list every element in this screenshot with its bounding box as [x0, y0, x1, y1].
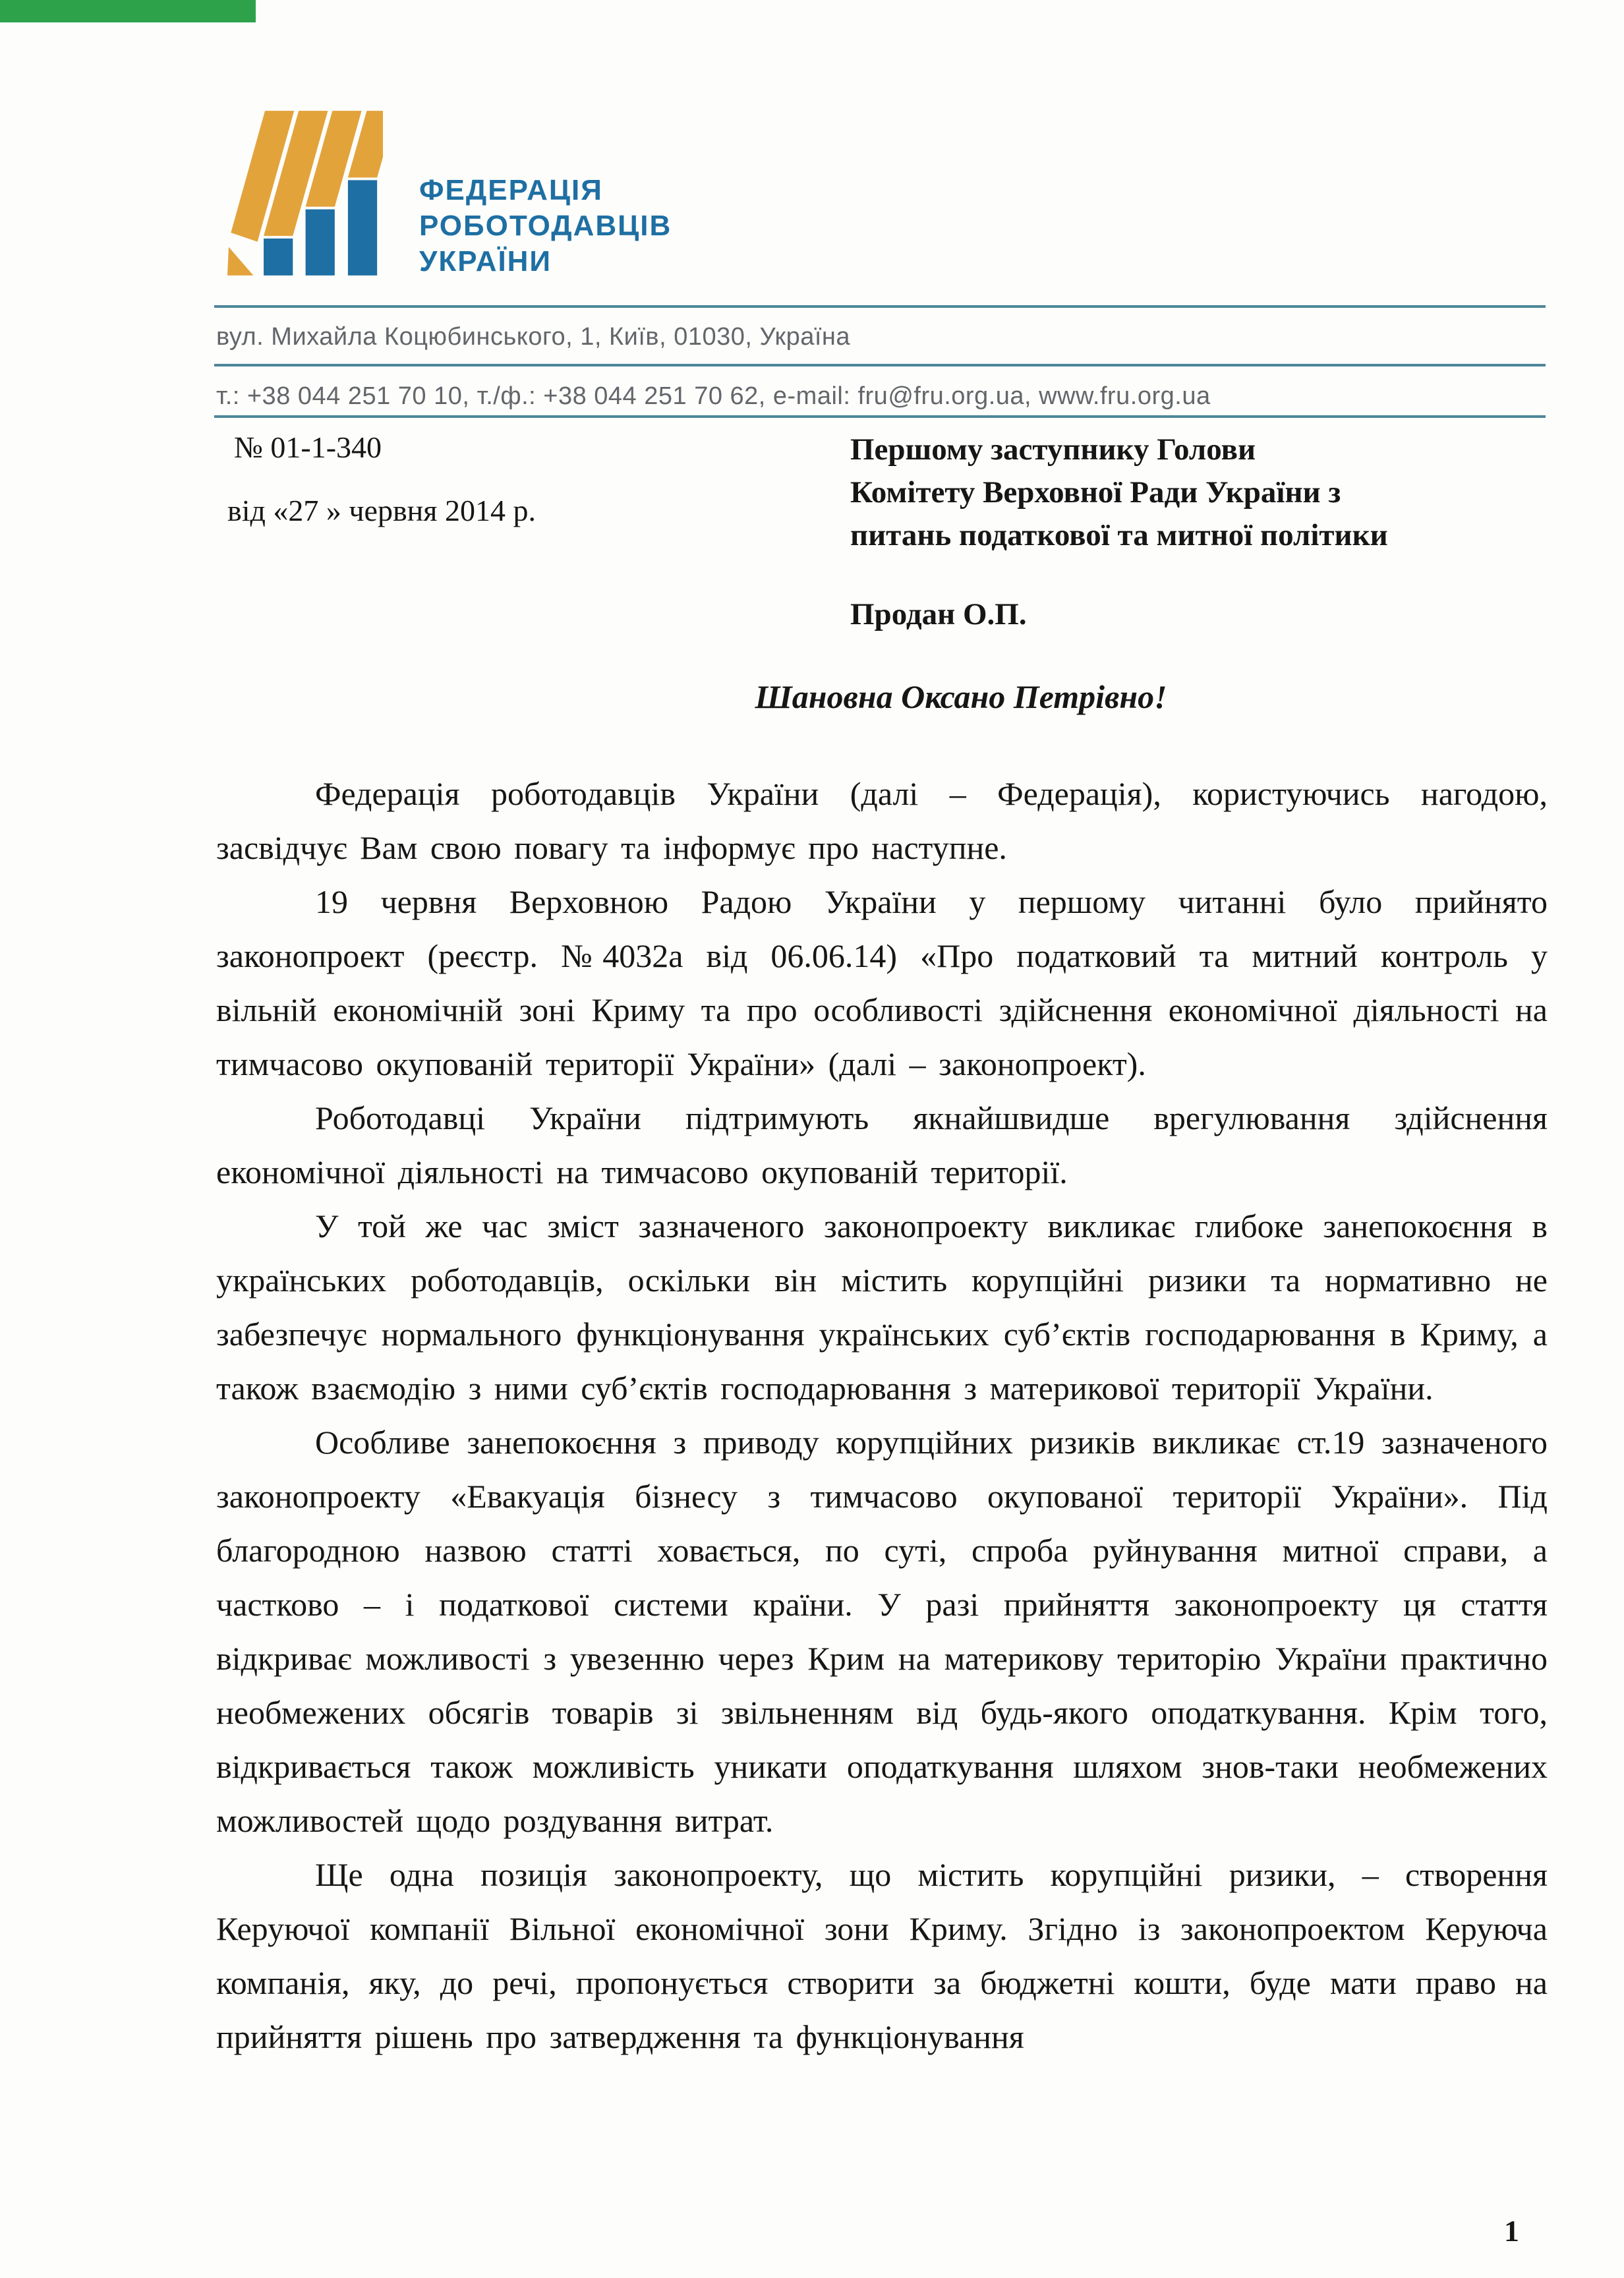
fru-logo-bar-growth-icon [227, 111, 383, 276]
paragraph-1: Федерація роботодавців України (далі – Федерація), користуючись нагодою, засвідчує Вам свою повагу та інформує про наступне. [216, 775, 1548, 866]
paragraph-5: Особливе занепокоєння з приводу корупційних ризиків викликає ст.19 зазначеного законопроекту «Евакуація бізнесу з тимчасово окупованої території України». Під благородною назвою статті ховається, по суті, спроба руйнування митної справи, а частково – і податкової системи країни. У разі прийняття законопроекту ця стаття відкриває можливості з увезенню через Крим на материкову територію України практично необмежених обсягів товарів зі звільненням від будь-якого оподаткування. Крім того, відкривається також можливість уникати оподаткування шляхом знов-таки необмежених можливостей щодо роздування витрат. [216, 1424, 1548, 1839]
salutation: Шановна Оксано Петрівно! [755, 678, 1167, 715]
org-name-line-1: ФЕДЕРАЦІЯ [419, 174, 603, 206]
org-name-line-2: РОБОТОДАВЦІВ [419, 210, 672, 242]
reference-date: від «27 » червня 2014 р. [227, 494, 536, 527]
addressee-line-3: питань податкової та митної політики [850, 518, 1388, 552]
header-divider-middle [214, 364, 1546, 366]
header-divider-top [214, 305, 1546, 308]
addressee-line-1: Першому заступнику Голови [850, 432, 1256, 467]
org-name-line-3: УКРАЇНИ [419, 245, 552, 277]
org-address: вул. Михайла Коцюбинського, 1, Київ, 01030, Україна [216, 323, 851, 351]
paragraph-6: Ще одна позиція законопроекту, що містить корупційні ризики, – створення Керуючої компанії Вільної економічної зони Криму. Згідно із законопроектом Керуюча компанія, яку, до речі, пропонується створити за бюджетні кошти, буде мати право на прийняття рішень про затвердження та функціонування [216, 1856, 1548, 2055]
reference-number: № 01-1-340 [234, 430, 382, 464]
org-name [419, 173, 672, 279]
addressee-name: Продан О.П. [850, 597, 1027, 631]
paragraph-3: Роботодавці України підтримують якнайшвидше врегулювання здійснення економічної діяльності на тимчасово окупованій території. [216, 1099, 1548, 1190]
paragraph-4: У той же час зміст зазначеного законопроекту викликає глибоке занепокоєння в українських роботодавців, оскільки він містить корупційні ризики та нормативно не забезпечує нормального функціонування українських суб’єктів господарювання в Криму, а також взаємодію з ними суб’єктів господарювання з материкової території України. [216, 1208, 1548, 1407]
addressee-line-2: Комітету Верховної Ради України з [850, 475, 1341, 510]
addressee-block [850, 428, 1555, 636]
paragraph-2: 19 червня Верховною Радою України у першому читанні було прийнято законопроект (реєстр. №4032а від 06.06.14) «Про податковий та митний контроль у вільній економічній зоні Криму та про особливості здійснення економічної діяльності на тимчасово окупованій території України» (далі – законопроект). [216, 883, 1548, 1082]
scan-artifact-green-strip [0, 0, 256, 22]
org-contacts: т.: +38 044 251 70 10, т./ф.: +38 044 251 70 62, e-mail: fru@fru.org.ua, www.fru.org.ua [216, 382, 1211, 410]
letter-body [216, 767, 1548, 2064]
header-divider-bottom [214, 415, 1546, 418]
page-number: 1 [1504, 2214, 1519, 2248]
